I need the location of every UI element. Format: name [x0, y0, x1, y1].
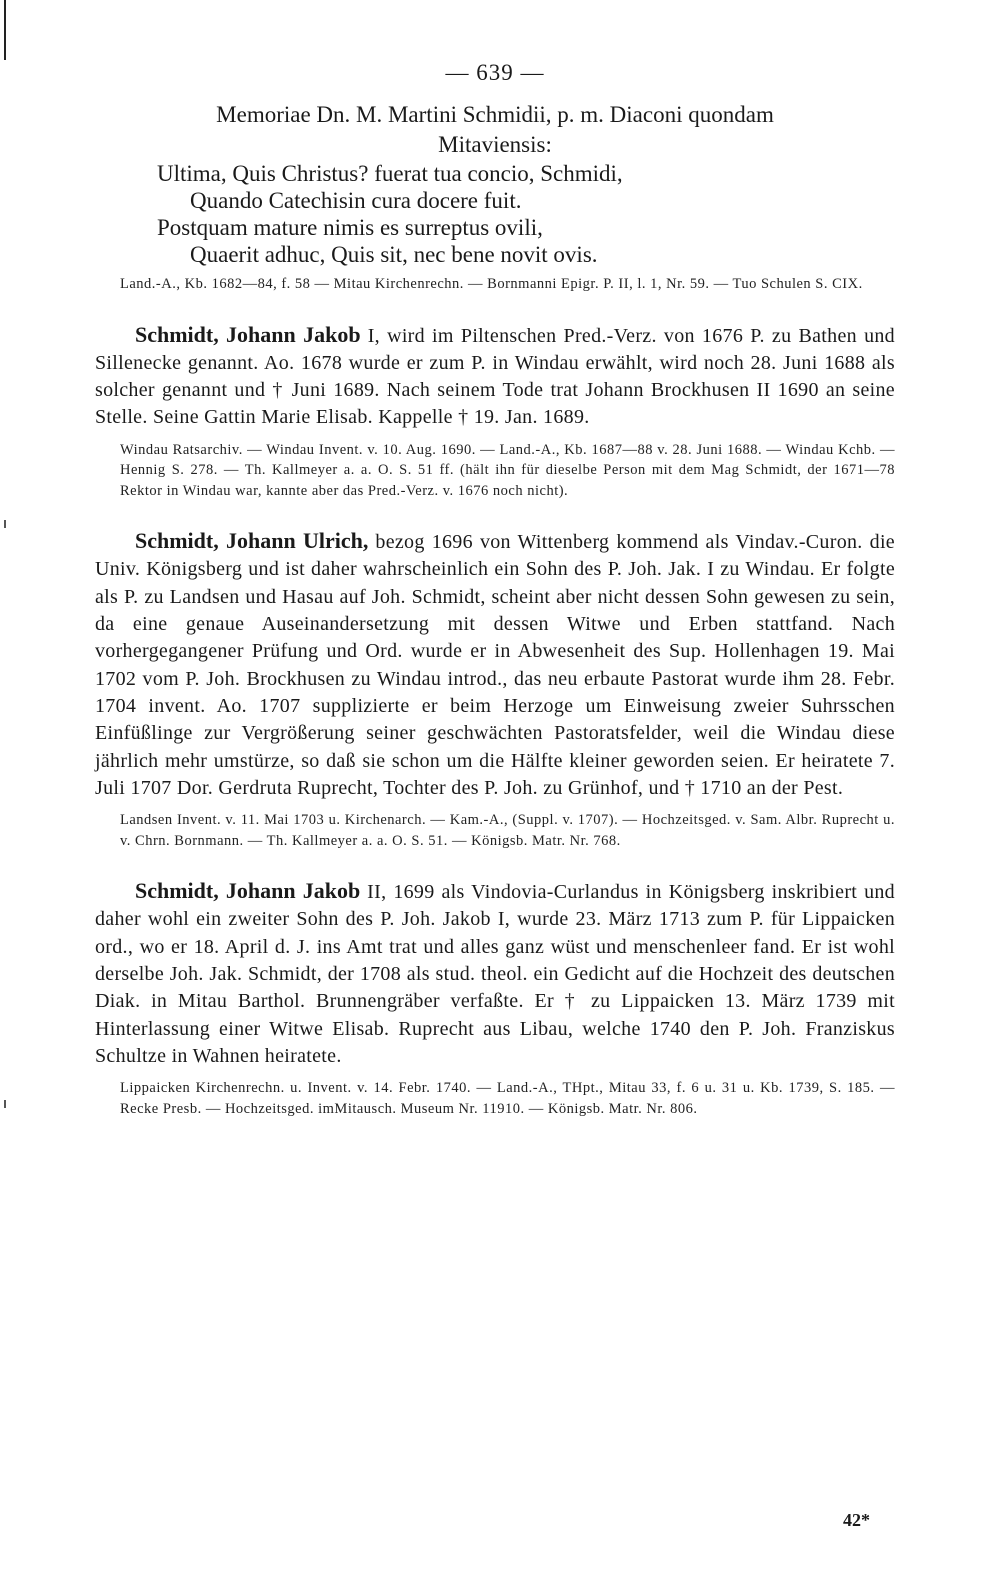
scan-edge-mark [4, 520, 6, 528]
poem-line: Ultima, Quis Christus? fuerat tua concio, Schmidi, [157, 161, 623, 186]
entry-body: bezog 1696 von Wittenberg kommend als Vindav.-Curon. die Univ. Königsberg und ist daher wahrscheinlich ein Sohn des P. Joh. Jak. I zu Windau. Er folgte als P. zu Landsen und Hasau auf Joh. Schmidt, scheint aber nicht dessen Sohn gewesen zu sein, da eine genaue Auseinandersetzung mit dessen Witwe und Erben stattfand. Nach vorhergegangener Prüfung und Ord. wurde er in Abwesenheit des Sup. Hollenhagen 19. Mai 1702 vom P. Joh. Brockhusen zu Windau introd., das neu erbaute Pastorat wurde ihm 28. Febr. 1704 invent. Ao. 1707 supplizierte er beim Herzoge um Einweisung zweier Suhrsschen Einfüßlinge zur Vergrößerung seiner geschwächten Pastoratsfelder, weil die Windau diese jährlich mehr umstürze, so daß sie schon um die Hälfte kleiner geworden seien. Er heiratete 7. Juli 1707 Dor. Gerdruta Ruprecht, Tochter des P. Joh. zu Grünhof, und † 1710 an der Pest. [95, 531, 895, 799]
entry-name: Schmidt, Johann Jakob [135, 321, 361, 347]
source-reference: Windau Ratsarchiv. — Windau Invent. v. 10. Aug. 1690. — Land.-A., Kb. 1687—88 v. 28. Juni 1688. — Windau Kchb. — Hennig S. 278. — Th. Kallmeyer a. a. O. S. 51 ff. (hält ihn für dieselbe Person mit dem Mag Schmidt, der 1671—78 Rektor in Windau war, kannte aber das Pred.-Verz. v. 1676 noch nicht). [120, 441, 895, 499]
entry-text [95, 877, 895, 1070]
page-number: — 639 — [445, 60, 545, 85]
entry [95, 877, 895, 1119]
folio-signature: 42* [843, 1510, 870, 1530]
entry [95, 321, 895, 502]
poem-line: Postquam mature nimis es surreptus ovili, [157, 215, 543, 240]
source-reference: Landsen Invent. v. 11. Mai 1703 u. Kirchenarch. — Kam.-A., (Suppl. v. 1707). — Hochzeitsged. v. Sam. Albr. Ruprecht u. v. Chrn. Bornmann. — Th. Kallmeyer a. a. O. S. 51. — Königsb. Matr. Nr. 768. [120, 812, 895, 849]
poem-line: Quaerit adhuc, Quis sit, nec bene novit ovis. [190, 242, 598, 267]
entry-text [95, 321, 895, 432]
poem-title: Mitaviensis: [438, 132, 552, 157]
scan-edge-mark [4, 0, 6, 60]
entry-name: Schmidt, Johann Ulrich, [135, 528, 369, 554]
poem-line: Quando Catechisin cura docere fuit. [190, 188, 522, 213]
source-reference: Lippaicken Kirchenrechn. u. Invent. v. 14. Febr. 1740. — Land.-A., THpt., Mitau 33, f. 6 u. 31 u. Kb. 1739, S. 185. — Recke Presb. — Hochzeitsged. imMitausch. Museum Nr. 11910. — Königsb. Matr. Nr. 806. [120, 1080, 895, 1117]
page-body [95, 60, 895, 1119]
entry [95, 527, 895, 851]
entry-body: I, wird im Piltenschen Pred.-Verz. von 1676 P. zu Bathen und Sillenecke genannt. Ao. 1678 wurde er zum P. in Windau erwählt, wird noch 28. Juni 1688 als solcher genannt und † Juni 1689. Nach seinem Tode trat Johann Brockhusen II 1690 an seine Stelle. Seine Gattin Marie Elisab. Kappelle † 19. Jan. 1689. [95, 324, 895, 429]
poem-title: Memoriae Dn. M. Martini Schmidii, p. m. Diaconi quondam [216, 102, 774, 127]
scan-edge-mark [4, 1100, 6, 1108]
entry-name: Schmidt, Johann Jakob [135, 878, 361, 904]
entry-body: II, 1699 als Vindovia-Curlandus in Königsberg inskribiert und daher wohl ein zweiter Sohn des P. Joh. Jakob I, wurde 23. März 1713 zum P. für Lippaicken ord., wo er 18. April d. J. ins Amt trat und alles ganz wüst und menschenleer fand. Er ist wohl derselbe Joh. Jak. Schmidt, der 1708 als stud. theol. ein Gedicht auf die Hochzeit des deutschen Diak. in Mitau Barthol. Brunnengräber verfaßte. Er † zu Lippaicken 13. März 1739 mit Hinterlassung einer Witwe Elisab. Ruprecht aus Libau, welche 1740 den P. Joh. Franziskus Schultze in Wahnen heiratete. [95, 881, 895, 1067]
poem [95, 100, 895, 295]
entry-text [95, 527, 895, 802]
source-reference: Land.-A., Kb. 1682—84, f. 58 — Mitau Kirchenrechn. — Bornmanni Epigr. P. II, l. 1, Nr. 59. — Tuo Schulen S. CIX. [120, 276, 863, 292]
